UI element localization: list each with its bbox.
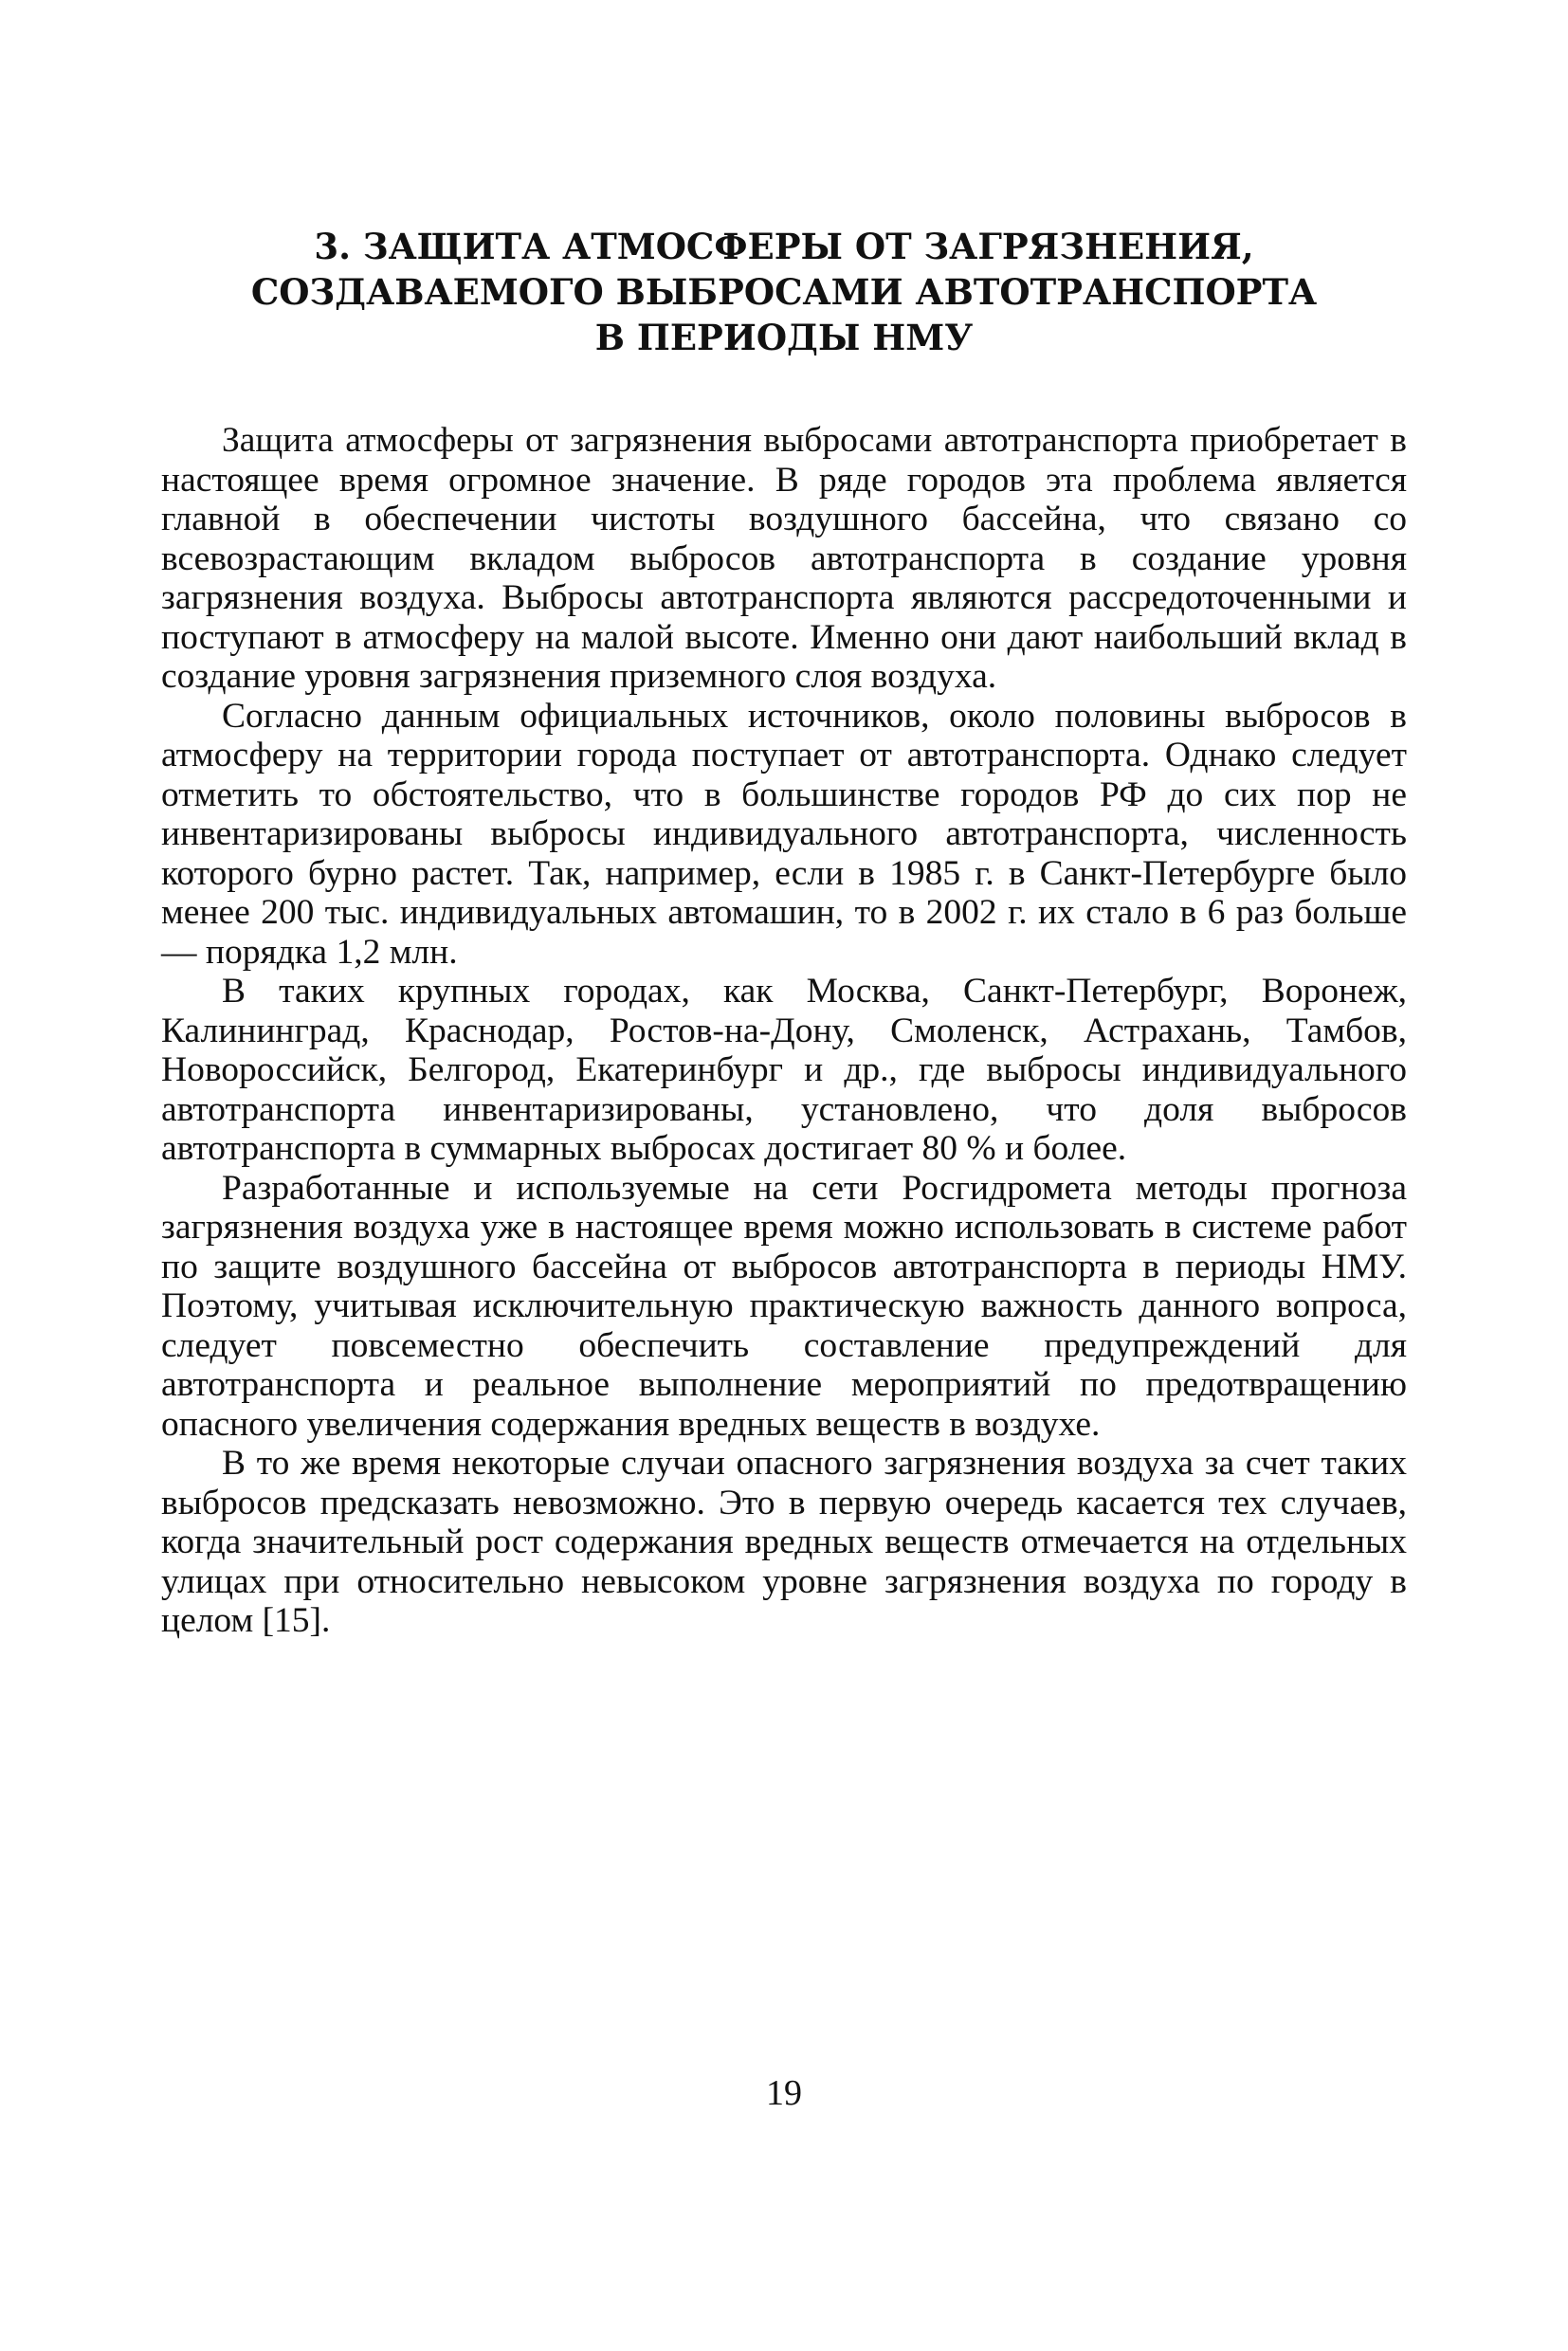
paragraph: Разработанные и используемые на сети Росгидромета методы прогноза загрязнения воздуха уже в настоящее время можно использовать в системе работ по защите воздушного бассейна от выбросов автотранспорта в периоды НМУ. Поэтому, учитывая исключительную практическую важность данного вопроса, следует повсеместно обеспечить составление предупреждений для автотранспорта и реальное выполнение мероприятий по предотвращению опасного увеличения содержания вредных веществ в воздухе. [161, 1168, 1407, 1444]
heading-line: 3. ЗАЩИТА АТМОСФЕРЫ ОТ ЗАГРЯЗНЕНИЯ, [314, 226, 1254, 267]
page-number: 19 [766, 2073, 802, 2113]
paragraph: Защита атмосферы от загрязнения выбросами автотранспорта приобретает в настоящее время огромное значение. В ряде городов эта проблема является главной в обеспечении чистоты воздушного бассейна, что связано со всевозрастающим вкладом выбросов автотранспорта в создание уровня загрязнения воздуха. Выбросы автотранспорта являются рассредоточенными и поступают в атмосферу на малой высоте. Именно они дают наибольший вклад в создание уровня загрязнения приземного слоя воздуха. [161, 421, 1407, 696]
heading-line: СОЗДАВАЕМОГО ВЫБРОСАМИ АВТОТРАНСПОРТА [250, 271, 1318, 313]
heading-line: В ПЕРИОДЫ НМУ [594, 317, 974, 358]
paragraph: Согласно данным официальных источников, около половины выбросов в атмосферу на территории города поступает от автотранспорта. Однако следует отметить то обстоятельство, что в большинстве городов РФ до сих пор не инвентаризированы выбросы индивидуального автотранспорта, численность которого бурно растет. Так, например, если в 1985 г. в Санкт-Петербурге было менее 200 тыс. индивидуальных автомашин, то в 2002 г. их стало в 6 раз больше — порядка 1,2 млн. [161, 696, 1407, 972]
paragraph: В таких крупных городах, как Москва, Санкт-Петербург, Воронеж, Калининград, Краснодар, Ростов-на-Дону, Смоленск, Астрахань, Тамбов, Новороссийск, Белгород, Екатеринбург и др., где выбросы индивидуального автотранспорта инвентаризированы, установлено, что доля выбросов автотранспорта в суммарных выбросах достигает 80 % и более. [161, 972, 1407, 1168]
paragraph: В то же время некоторые случаи опасного загрязнения воздуха за счет таких выбросов предсказать невозможно. Это в первую очередь касается тех случаев, когда значительный рост содержания вредных веществ отмечается на отдельных улицах при относительно невысоком уровне загрязнения воздуха по городу в целом [15]. [161, 1444, 1407, 1640]
section-heading [161, 224, 1407, 360]
body-text [161, 421, 1407, 1641]
